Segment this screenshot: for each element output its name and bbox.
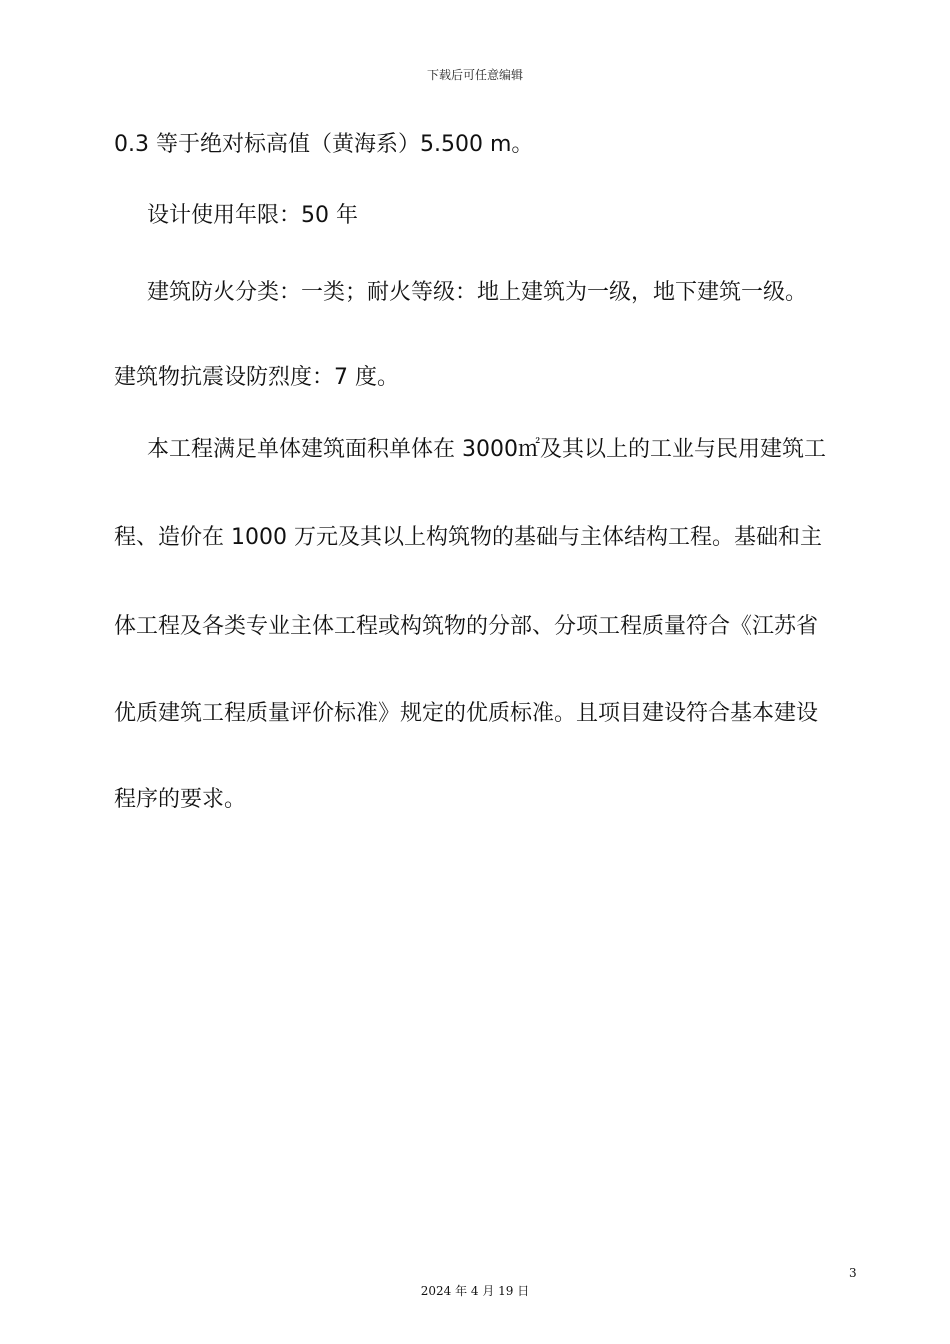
page-number: 3 [849,1266,857,1280]
body-line-2: 设计使用年限：50 年 [147,203,358,228]
header-note: 下载后可任意编辑 [426,68,523,82]
body-line-3: 建筑防火分类：一类；耐火等级：地上建筑为一级，地下建筑一级。 [147,280,808,305]
body-line-7: 体工程及各类专业主体工程或构筑物的分部、分项工程质量符合《江苏省 [114,614,819,639]
body-line-9: 程序的要求。 [114,787,247,812]
body-line-1: 0.3 等于绝对标高值（黄海系）5.500 m。 [114,132,534,157]
footer-date: 2024 年 4 月 19 日 [420,1284,530,1298]
body-line-5: 本工程满足单体建筑面积单体在 3000㎡及其以上的工业与民用建筑工 [147,437,826,462]
body-line-6: 程、造价在 1000 万元及其以上构筑物的基础与主体结构工程。基础和主 [114,525,822,550]
body-line-8: 优质建筑工程质量评价标准》规定的优质标准。且项目建设符合基本建设 [114,701,819,726]
body-line-4: 建筑物抗震设防烈度：7 度。 [114,365,399,390]
